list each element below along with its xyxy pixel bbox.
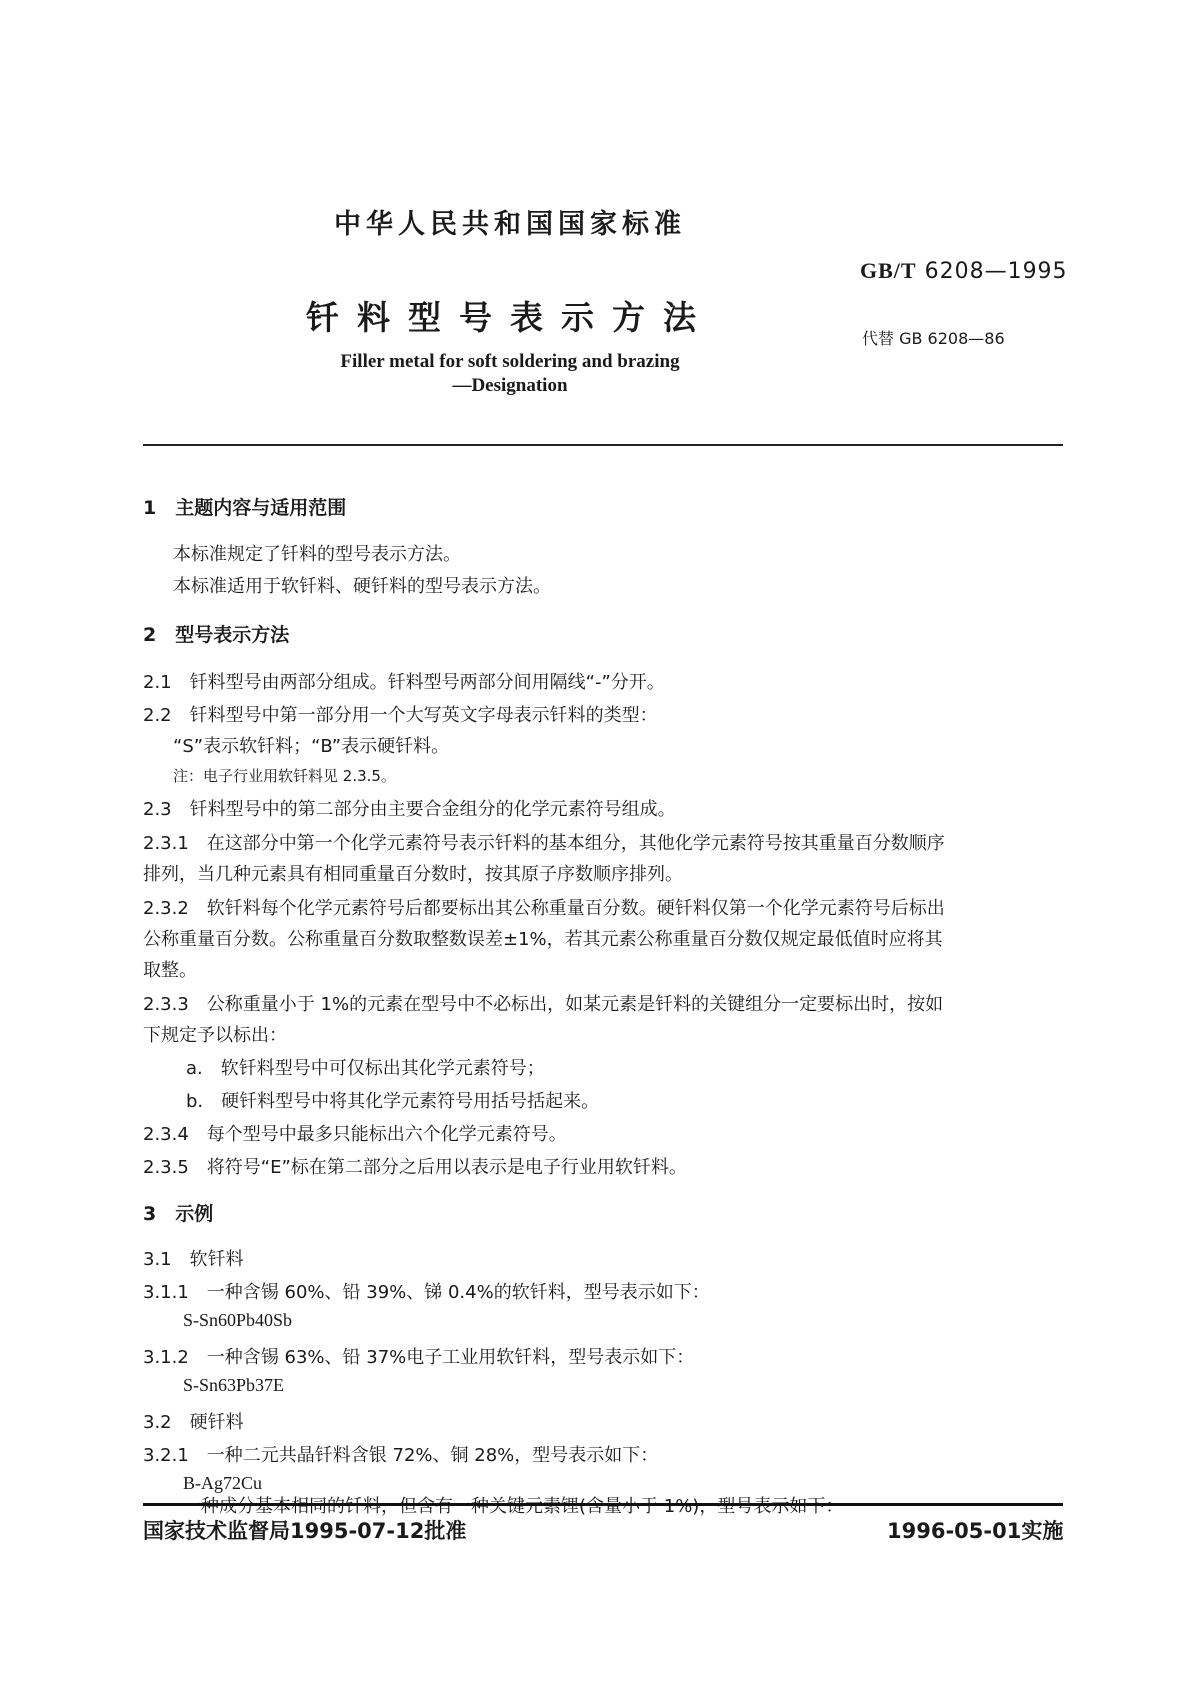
clause-3-2: 3.2 硬钎料 — [143, 1412, 244, 1433]
clause-2-3-3-item-a: a. 软钎料型号中可仅标出其化学元素符号； — [186, 1058, 545, 1079]
footer-approved: 国家技术监督局1995-07-12批准 — [143, 1519, 467, 1543]
example-code-1: S-Sn60Pb40Sb — [183, 1310, 293, 1330]
example-code-3: B-Ag72Cu — [183, 1473, 263, 1493]
clause-2-3-5: 2.3.5 将符号“E”标在第二部分之后用以表示是电子行业用软钎料。 — [143, 1157, 687, 1178]
english-title-line2: —Designation — [452, 375, 568, 396]
clause-3-1: 3.1 软钎料 — [143, 1249, 244, 1270]
english-title — [0, 350, 1020, 398]
national-standard-heading: 中华人民共和国国家标准 — [334, 209, 686, 240]
clause-2-2-continuation: “S”表示软钎料；“B”表示硬钎料。 — [173, 736, 450, 757]
example-code-2: S-Sn63Pb37E — [183, 1375, 285, 1395]
clause-3-1-1: 3.1.1 一种含锡 60%、铅 39%、锑 0.4%的软钎料，型号表示如下： — [143, 1282, 710, 1303]
section-1-para-1: 本标准规定了钎料的型号表示方法。 — [173, 544, 461, 565]
clause-3-1-2: 3.1.2 一种含锡 63%、铅 37%电子工业用软钎料，型号表示如下： — [143, 1347, 695, 1368]
clause-2-3-1-line-1: 2.3.1 在这部分中第一个化学元素符号表示钎料的基本组分，其他化学元素符号按其重量百分数顺序 — [143, 833, 945, 854]
document-title: 钎料型号表示方法 — [306, 298, 714, 337]
clause-2-2-note: 注：电子行业用软钎料见 2.3.5。 — [173, 767, 396, 785]
footer-divider — [143, 1503, 1063, 1506]
section-1-heading: 1 主题内容与适用范围 — [143, 497, 347, 519]
clause-3-2-1-continuation: 一种成分基本相同的钎料，但含有一种关键元素锂(含量小于 1%)，型号表示如下： — [183, 1496, 844, 1517]
clause-2-3: 2.3 钎料型号中的第二部分由主要合金组分的化学元素符号组成。 — [143, 799, 676, 820]
clause-2-3-2-line-2: 公称重量百分数。公称重量百分数取整数误差±1%，若其元素公称重量百分数仅规定最低值时应将其 — [143, 929, 943, 950]
clause-3-2-1: 3.2.1 一种二元共晶钎料含银 72%、铜 28%，型号表示如下： — [143, 1445, 659, 1466]
header-divider — [143, 444, 1063, 446]
footer-implemented: 1996-05-01实施 — [887, 1519, 1064, 1543]
clause-2-3-3-line-1: 2.3.3 公称重量小于 1%的元素在型号中不必标出，如某元素是钎料的关键组分一定要标出时，按如 — [143, 994, 944, 1015]
clause-2-3-2-line-3: 取整。 — [143, 960, 197, 981]
standard-code-number: 6208—1995 — [924, 259, 1068, 284]
english-title-line1: Filler metal for soft soldering and brazing — [340, 351, 680, 372]
clause-2-3-3-line-2: 下规定予以标出： — [143, 1025, 287, 1046]
section-3-heading: 3 示例 — [143, 1203, 214, 1225]
clause-2-1: 2.1 钎料型号由两部分组成。钎料型号两部分间用隔线“-”分开。 — [143, 672, 665, 693]
clause-2-3-1-line-2: 排列，当几种元素具有相同重量百分数时，按其原子序数顺序排列。 — [143, 864, 683, 885]
section-2-heading: 2 型号表示方法 — [143, 624, 290, 646]
clause-2-3-4: 2.3.4 每个型号中最多只能标出六个化学元素符号。 — [143, 1124, 567, 1145]
clause-2-2: 2.2 钎料型号中第一部分用一个大写英文字母表示钎料的类型： — [143, 705, 658, 726]
section-1-para-2: 本标准适用于软钎料、硬钎料的型号表示方法。 — [173, 576, 551, 597]
standard-code — [860, 258, 1068, 284]
clause-2-3-2-line-1: 2.3.2 软钎料每个化学元素符号后都要标出其公称重量百分数。硬钎料仅第一个化学元素符号后标出 — [143, 898, 945, 919]
standard-code-prefix: GB/T — [860, 258, 917, 283]
replaces-standard: 代替 GB 6208—86 — [862, 329, 1005, 348]
clause-2-3-3-item-b: b. 硬钎料型号中将其化学元素符号用括号括起来。 — [186, 1091, 600, 1112]
